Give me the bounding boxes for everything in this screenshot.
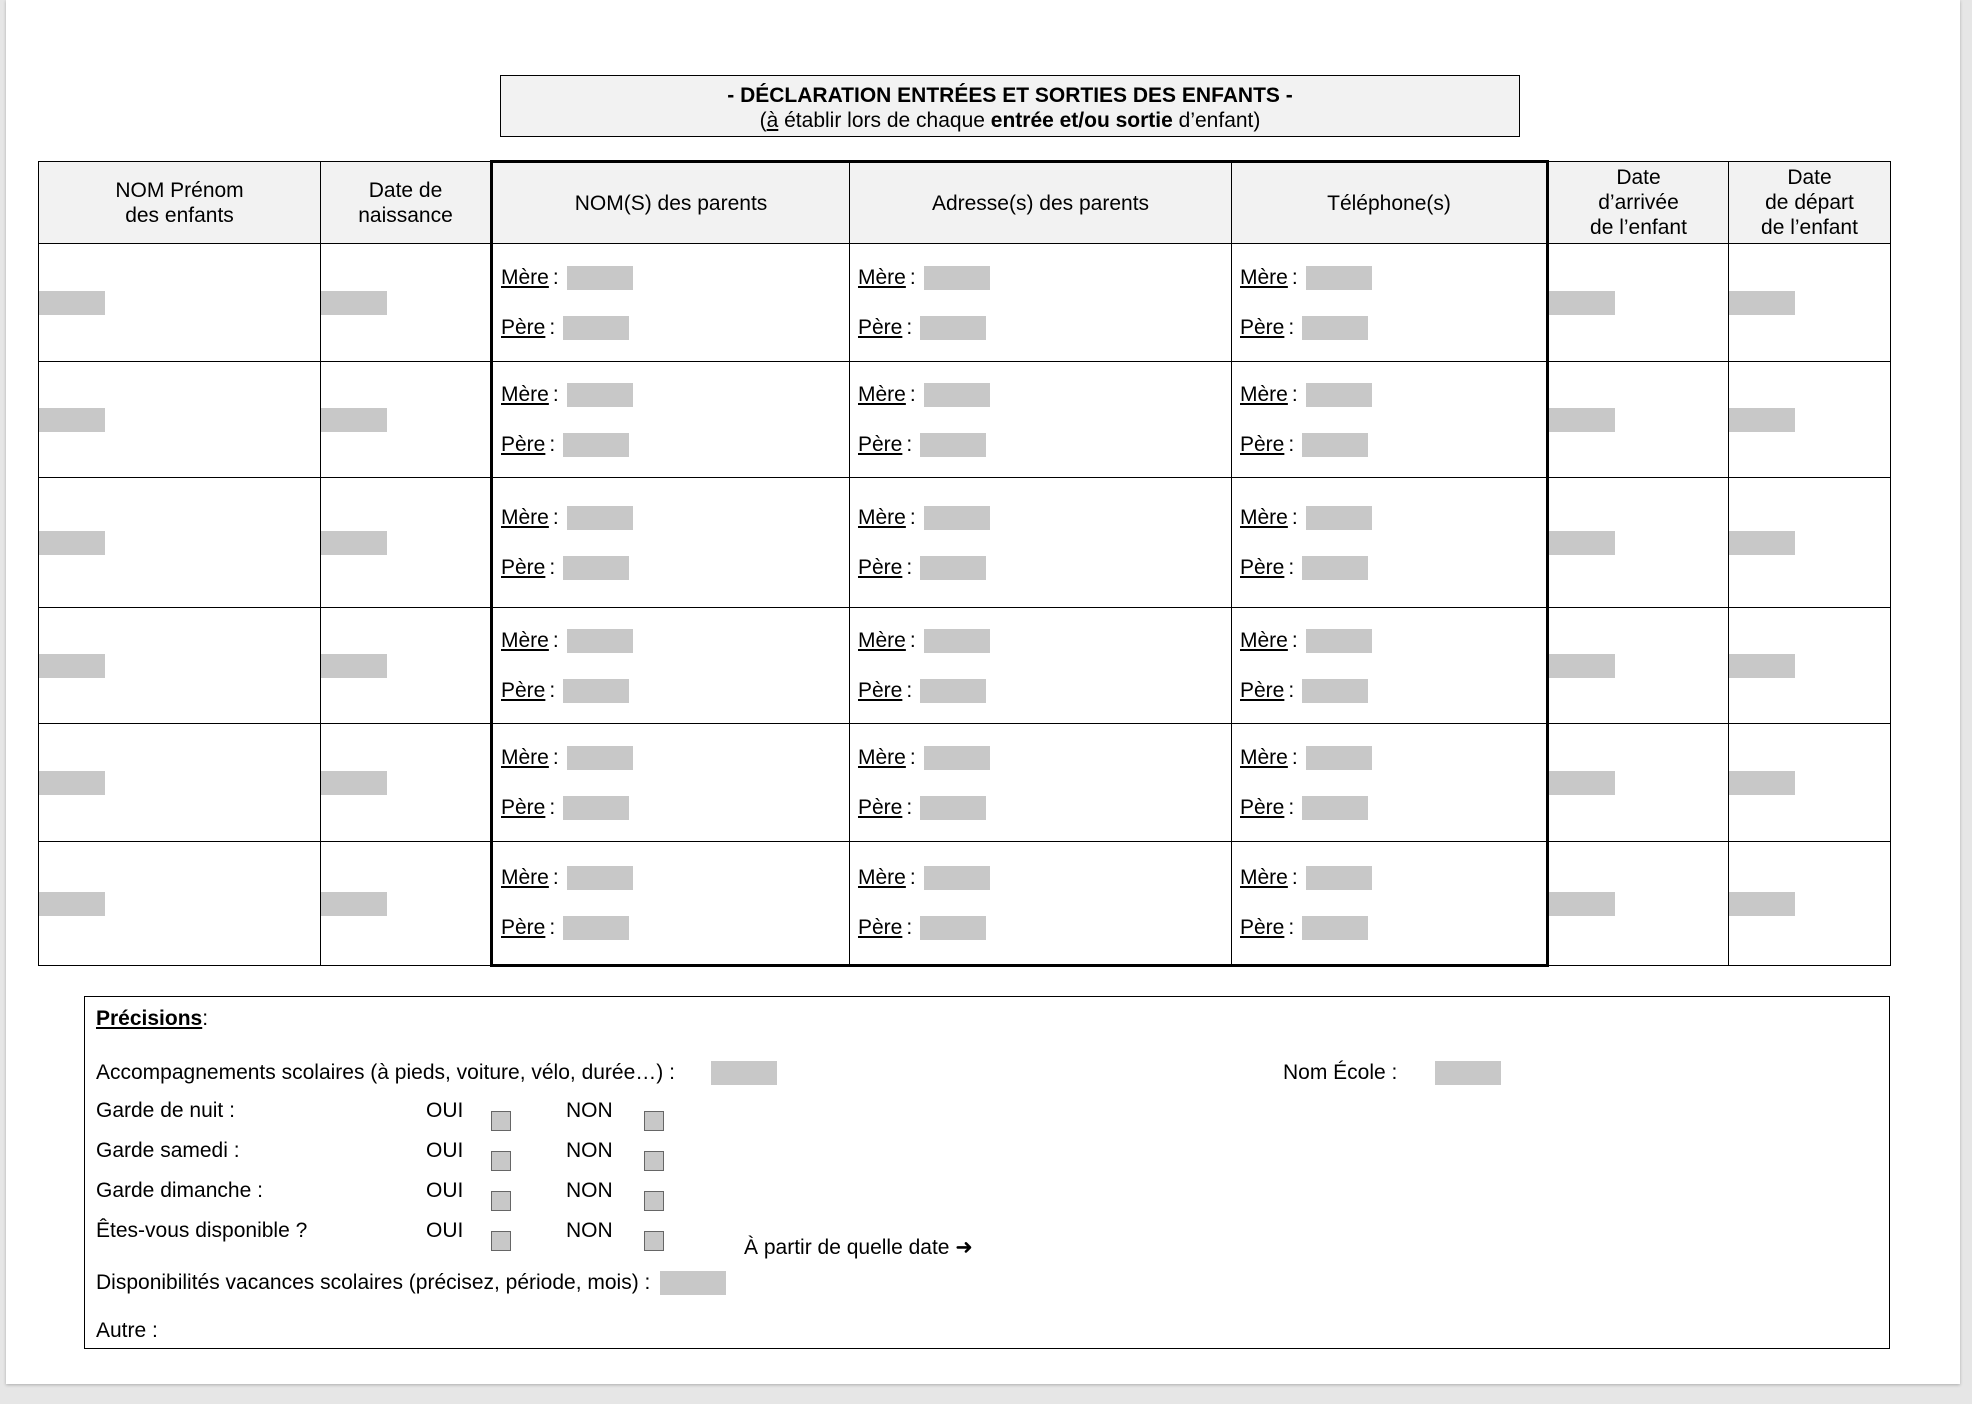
phone-cell xyxy=(1232,608,1548,724)
address-pere-field[interactable] xyxy=(920,679,986,703)
address-pere-line: Père : xyxy=(850,543,1231,593)
child-name-cell xyxy=(39,244,321,362)
parent-name-pere-field[interactable] xyxy=(563,796,629,820)
address-mere-line: Mère : xyxy=(850,370,1231,420)
parent-name-pere-line: Père : xyxy=(493,783,849,833)
garde-dimanche-oui-checkbox[interactable] xyxy=(491,1191,511,1211)
mere-label: Mère xyxy=(1240,628,1288,652)
address-mere-field[interactable] xyxy=(924,629,990,653)
arrival-date-cell xyxy=(1548,244,1729,362)
child-name-cell xyxy=(39,478,321,608)
departure-date-cell xyxy=(1729,244,1891,362)
disponible-label: Êtes-vous disponible ? xyxy=(96,1219,308,1242)
pere-label: Père xyxy=(1240,315,1285,339)
mere-label: Mère xyxy=(858,265,906,289)
parent-name-pere-field[interactable] xyxy=(563,556,629,580)
parents-names-cell xyxy=(492,842,850,966)
parents-names-cell xyxy=(492,362,850,478)
header-date-naissance: Date de naissance xyxy=(321,162,492,244)
parents-names-cell xyxy=(492,724,850,842)
address-pere-line: Père : xyxy=(850,783,1231,833)
departure-date-field[interactable] xyxy=(1729,531,1795,555)
mere-label: Mère xyxy=(858,866,906,889)
mere-label: Mère xyxy=(1240,265,1288,289)
mere-label: Mère xyxy=(858,505,906,529)
phone-pere-line: Père : xyxy=(1232,303,1546,353)
departure-date-cell xyxy=(1729,842,1891,966)
phone-pere-line: Père : xyxy=(1232,666,1546,716)
parents-address-cell xyxy=(850,362,1232,478)
child-name-cell xyxy=(39,362,321,478)
address-mere-field[interactable] xyxy=(924,746,990,770)
accompagnements-field[interactable] xyxy=(711,1061,777,1085)
disponible-oui-checkbox[interactable] xyxy=(491,1231,511,1251)
child-name-field[interactable] xyxy=(39,291,105,315)
vacances-field[interactable] xyxy=(660,1271,726,1295)
header-date-depart: Date de départ de l’enfant xyxy=(1729,162,1891,244)
address-mere-line: Mère : xyxy=(850,616,1231,666)
parent-name-mere-line: Mère : xyxy=(493,853,849,903)
parent-name-mere-field[interactable] xyxy=(567,383,633,407)
phone-mere-line: Mère : xyxy=(1232,853,1546,903)
garde-samedi-oui-checkbox[interactable] xyxy=(491,1151,511,1171)
table-header-row xyxy=(39,162,1891,244)
header-telephones: Téléphone(s) xyxy=(1232,162,1548,244)
phone-pere-line: Père : xyxy=(1232,543,1546,593)
arrival-date-field[interactable] xyxy=(1549,291,1615,315)
parents-address-cell xyxy=(850,608,1232,724)
pere-label: Père xyxy=(858,555,903,579)
birth-date-field[interactable] xyxy=(321,291,387,315)
garde-dimanche-non-label: NON xyxy=(566,1179,613,1202)
table-body xyxy=(39,244,1891,966)
form-title-box xyxy=(500,75,1520,137)
mere-label: Mère xyxy=(501,382,549,406)
pere-label: Père xyxy=(858,315,903,339)
phone-pere-field[interactable] xyxy=(1302,796,1368,820)
pere-label: Père xyxy=(1240,678,1285,702)
child-name-field[interactable] xyxy=(39,531,105,555)
phone-mere-field[interactable] xyxy=(1306,266,1372,290)
pere-label: Père xyxy=(1240,795,1285,819)
address-pere-line: Père : xyxy=(850,420,1231,470)
phone-cell xyxy=(1232,478,1548,608)
parent-name-mere-field[interactable] xyxy=(567,746,633,770)
garde-samedi-non-checkbox[interactable] xyxy=(644,1151,664,1171)
address-pere-field[interactable] xyxy=(920,556,986,580)
disponible-non-checkbox[interactable] xyxy=(644,1231,664,1251)
mere-label: Mère xyxy=(501,505,549,529)
mere-label: Mère xyxy=(1240,866,1288,889)
birth-date-field[interactable] xyxy=(321,408,387,432)
parent-name-pere-line: Père : xyxy=(493,666,849,716)
parent-name-mere-line: Mère : xyxy=(493,493,849,543)
phone-pere-field[interactable] xyxy=(1302,679,1368,703)
parent-name-pere-line: Père : xyxy=(493,903,849,953)
phone-cell xyxy=(1232,724,1548,842)
parents-address-cell xyxy=(850,244,1232,362)
garde-nuit-label: Garde de nuit : xyxy=(96,1099,235,1122)
mere-label: Mère xyxy=(1240,505,1288,529)
parent-name-mere-field[interactable] xyxy=(567,266,633,290)
child-name-field[interactable] xyxy=(39,408,105,432)
phone-pere-line: Père : xyxy=(1232,903,1546,953)
phone-cell xyxy=(1232,244,1548,362)
table-row xyxy=(39,478,1891,608)
garde-samedi-oui-label: OUI xyxy=(426,1139,464,1162)
address-mere-field[interactable] xyxy=(924,866,990,890)
disponible-oui-label: OUI xyxy=(426,1219,464,1242)
mere-label: Mère xyxy=(858,628,906,652)
mere-label: Mère xyxy=(501,866,549,889)
pere-label: Père xyxy=(501,432,546,456)
phone-cell xyxy=(1232,362,1548,478)
children-table xyxy=(38,160,1891,967)
phone-mere-line: Mère : xyxy=(1232,733,1546,783)
pere-label: Père xyxy=(501,555,546,579)
phone-pere-field[interactable] xyxy=(1302,316,1368,340)
phone-cell xyxy=(1232,842,1548,966)
parent-name-pere-field[interactable] xyxy=(563,433,629,457)
nom-ecole-row xyxy=(1283,1061,1501,1085)
departure-date-field[interactable] xyxy=(1729,771,1795,795)
pere-label: Père xyxy=(858,795,903,819)
address-mere-line: Mère : xyxy=(850,733,1231,783)
address-mere-line: Mère : xyxy=(850,853,1231,903)
nom-ecole-label: Nom École : xyxy=(1283,1061,1398,1084)
nom-ecole-field[interactable] xyxy=(1435,1061,1501,1085)
parent-name-mere-line: Mère : xyxy=(493,253,849,303)
address-mere-field[interactable] xyxy=(924,266,990,290)
parents-address-cell xyxy=(850,842,1232,966)
phone-pere-field[interactable] xyxy=(1302,556,1368,580)
departure-date-cell xyxy=(1729,608,1891,724)
garde-dimanche-label: Garde dimanche : xyxy=(96,1179,263,1202)
departure-date-cell xyxy=(1729,478,1891,608)
phone-mere-field[interactable] xyxy=(1306,506,1372,530)
birth-date-cell xyxy=(321,244,492,362)
departure-date-cell xyxy=(1729,362,1891,478)
pere-label: Père xyxy=(858,432,903,456)
phone-mere-field[interactable] xyxy=(1306,866,1372,890)
pere-label: Père xyxy=(858,678,903,702)
table-row xyxy=(39,608,1891,724)
garde-dimanche-oui-label: OUI xyxy=(426,1179,464,1202)
arrival-date-cell xyxy=(1548,724,1729,842)
birth-date-cell xyxy=(321,362,492,478)
birth-date-cell xyxy=(321,842,492,966)
pere-label: Père xyxy=(501,678,546,702)
mere-label: Mère xyxy=(501,745,549,769)
parents-address-cell xyxy=(850,478,1232,608)
arrival-date-field[interactable] xyxy=(1549,654,1615,678)
mere-label: Mère xyxy=(1240,745,1288,769)
address-mere-line: Mère : xyxy=(850,493,1231,543)
document-page xyxy=(6,0,1960,1384)
mere-label: Mère xyxy=(501,265,549,289)
departure-date-cell xyxy=(1729,724,1891,842)
table-row xyxy=(39,724,1891,842)
parent-name-pere-field[interactable] xyxy=(563,916,629,940)
child-name-cell xyxy=(39,724,321,842)
mere-label: Mère xyxy=(858,382,906,406)
header-nom-prenom: NOM Prénom des enfants xyxy=(39,162,321,244)
pere-label: Père xyxy=(858,916,903,939)
address-pere-line: Père : xyxy=(850,303,1231,353)
birth-date-field[interactable] xyxy=(321,892,387,916)
autre-label: Autre : xyxy=(96,1319,158,1342)
garde-samedi-non-label: NON xyxy=(566,1139,613,1162)
parent-name-pere-line: Père : xyxy=(493,543,849,593)
arrival-date-field[interactable] xyxy=(1549,892,1615,916)
departure-date-field[interactable] xyxy=(1729,291,1795,315)
parent-name-mere-field[interactable] xyxy=(567,866,633,890)
pere-label: Père xyxy=(501,795,546,819)
birth-date-cell xyxy=(321,478,492,608)
address-pere-line: Père : xyxy=(850,903,1231,953)
table-row xyxy=(39,842,1891,966)
parent-name-mere-field[interactable] xyxy=(567,629,633,653)
arrival-date-cell xyxy=(1548,362,1729,478)
address-mere-line: Mère : xyxy=(850,253,1231,303)
birth-date-field[interactable] xyxy=(321,654,387,678)
birth-date-field[interactable] xyxy=(321,771,387,795)
arrival-date-field[interactable] xyxy=(1549,531,1615,555)
header-date-arrivee: Date d’arrivée de l’enfant xyxy=(1548,162,1729,244)
garde-nuit-non-label: NON xyxy=(566,1099,613,1122)
vacances-label: Disponibilités vacances scolaires (précisez, période, mois) : xyxy=(96,1271,651,1294)
phone-mere-line: Mère : xyxy=(1232,370,1546,420)
a-partir-label: À partir de quelle date ➜ xyxy=(744,1236,973,1259)
parent-name-pere-line: Père : xyxy=(493,303,849,353)
address-pere-field[interactable] xyxy=(920,316,986,340)
phone-mere-line: Mère : xyxy=(1232,253,1546,303)
address-pere-field[interactable] xyxy=(920,433,986,457)
precisions-heading: Précisions : xyxy=(96,1007,209,1030)
pere-label: Père xyxy=(1240,555,1285,579)
parent-name-pere-field[interactable] xyxy=(563,316,629,340)
arrival-date-cell xyxy=(1548,478,1729,608)
phone-mere-line: Mère : xyxy=(1232,493,1546,543)
accompagnements-row xyxy=(96,1061,777,1085)
precisions-section xyxy=(84,996,1890,1349)
form-title: - DÉCLARATION ENTRÉES ET SORTIES DES ENFANTS - xyxy=(727,84,1293,107)
disponible-non-label: NON xyxy=(566,1219,613,1242)
child-name-cell xyxy=(39,608,321,724)
departure-date-field[interactable] xyxy=(1729,408,1795,432)
phone-mere-field[interactable] xyxy=(1306,629,1372,653)
pere-label: Père xyxy=(501,315,546,339)
garde-nuit-oui-checkbox[interactable] xyxy=(491,1111,511,1131)
birth-date-cell xyxy=(321,608,492,724)
table-row xyxy=(39,362,1891,478)
parent-name-pere-field[interactable] xyxy=(563,679,629,703)
pere-label: Père xyxy=(501,916,546,939)
parents-names-cell xyxy=(492,244,850,362)
parent-name-mere-field[interactable] xyxy=(567,506,633,530)
arrival-date-cell xyxy=(1548,842,1729,966)
phone-pere-line: Père : xyxy=(1232,783,1546,833)
garde-samedi-label: Garde samedi : xyxy=(96,1139,240,1162)
header-adresses-parents: Adresse(s) des parents xyxy=(850,162,1232,244)
parents-address-cell xyxy=(850,724,1232,842)
garde-dimanche-non-checkbox[interactable] xyxy=(644,1191,664,1211)
address-mere-field[interactable] xyxy=(924,383,990,407)
garde-nuit-oui-label: OUI xyxy=(426,1099,464,1122)
arrival-date-field[interactable] xyxy=(1549,408,1615,432)
pere-label: Père xyxy=(1240,432,1285,456)
child-name-field[interactable] xyxy=(39,654,105,678)
pere-label: Père xyxy=(1240,916,1285,939)
phone-pere-line: Père : xyxy=(1232,420,1546,470)
birth-date-cell xyxy=(321,724,492,842)
accompagnements-label: Accompagnements scolaires (à pieds, voiture, vélo, durée…) : xyxy=(96,1061,675,1084)
departure-date-field[interactable] xyxy=(1729,892,1795,916)
phone-mere-field[interactable] xyxy=(1306,746,1372,770)
arrival-date-field[interactable] xyxy=(1549,771,1615,795)
phone-mere-field[interactable] xyxy=(1306,383,1372,407)
mere-label: Mère xyxy=(501,628,549,652)
garde-nuit-non-checkbox[interactable] xyxy=(644,1111,664,1131)
mere-label: Mère xyxy=(858,745,906,769)
child-name-cell xyxy=(39,842,321,966)
table-row xyxy=(39,244,1891,362)
birth-date-field[interactable] xyxy=(321,531,387,555)
parent-name-mere-line: Mère : xyxy=(493,370,849,420)
address-pere-field[interactable] xyxy=(920,916,986,940)
parent-name-mere-line: Mère : xyxy=(493,616,849,666)
phone-mere-line: Mère : xyxy=(1232,616,1546,666)
address-pere-line: Père : xyxy=(850,666,1231,716)
phone-pere-field[interactable] xyxy=(1302,916,1368,940)
header-noms-parents: NOM(S) des parents xyxy=(492,162,850,244)
child-name-field[interactable] xyxy=(39,892,105,916)
form-subtitle: (à établir lors de chaque entrée et/ou sortie d’enfant) xyxy=(759,109,1261,132)
departure-date-field[interactable] xyxy=(1729,654,1795,678)
arrival-date-cell xyxy=(1548,608,1729,724)
address-pere-field[interactable] xyxy=(920,796,986,820)
vacances-row xyxy=(96,1271,726,1295)
parents-names-cell xyxy=(492,608,850,724)
parent-name-pere-line: Père : xyxy=(493,420,849,470)
child-name-field[interactable] xyxy=(39,771,105,795)
mere-label: Mère xyxy=(1240,382,1288,406)
parent-name-mere-line: Mère : xyxy=(493,733,849,783)
phone-pere-field[interactable] xyxy=(1302,433,1368,457)
address-mere-field[interactable] xyxy=(924,506,990,530)
parents-names-cell xyxy=(492,478,850,608)
